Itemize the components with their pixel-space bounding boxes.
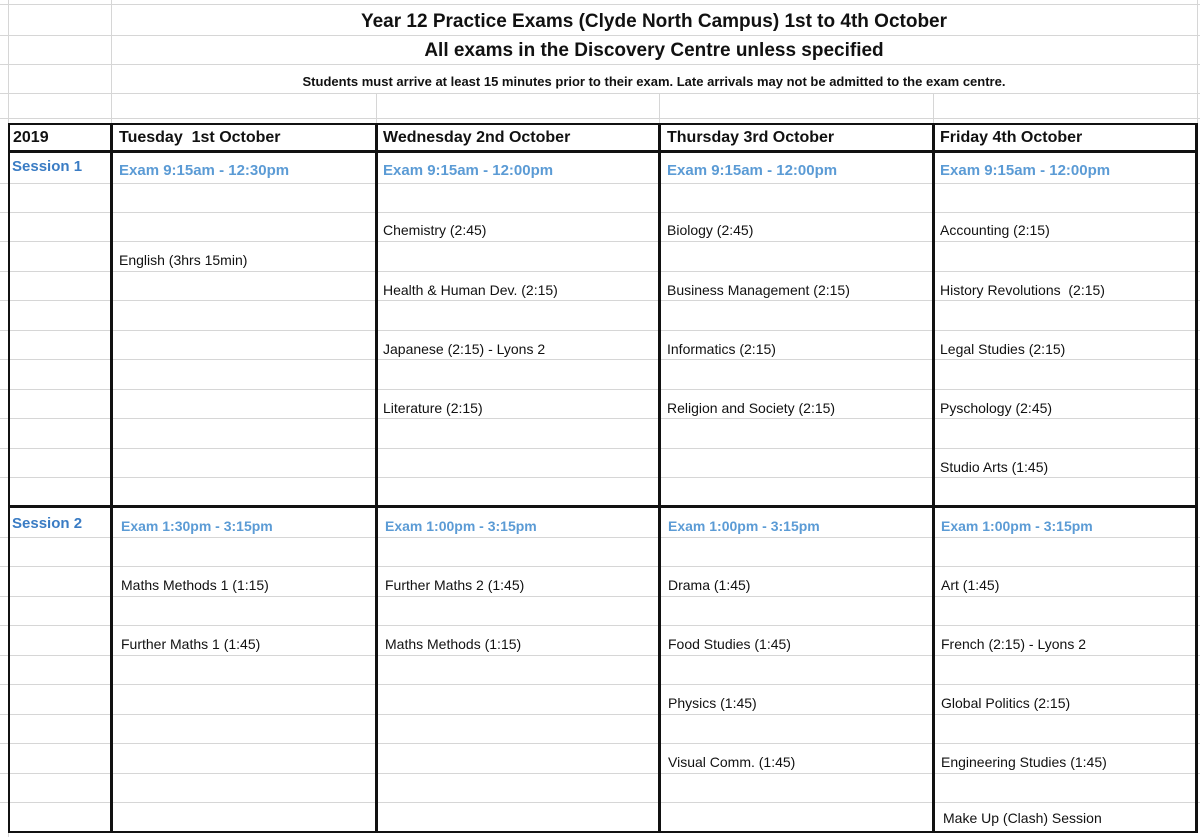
day-header-friday: Friday 4th October [940, 129, 1083, 146]
exam-subject: Studio Arts (1:45) [940, 459, 1049, 475]
page-subtitle: All exams in the Discovery Centre unless specified [424, 40, 884, 61]
day-header-tuesday: Tuesday 1st October [119, 129, 281, 146]
arrival-notice: Students must arrive at least 15 minutes prior to their exam. Late arrivals may not be admitted to the exam centre. [302, 74, 1006, 89]
exam-subject: Global Politics (2:15) [941, 695, 1071, 711]
exam-subject: Further Maths 2 (1:45) [385, 577, 525, 593]
exam-subject: Biology (2:45) [667, 222, 754, 238]
exam-subject: Japanese (2:15) - Lyons 2 [383, 341, 546, 357]
exam-subject: Maths Methods 1 (1:15) [121, 577, 269, 593]
exam-subject: English (3hrs 15min) [119, 252, 248, 268]
exam-subject: Accounting (2:15) [940, 222, 1050, 238]
session-2-time-tuesday: Exam 1:30pm - 3:15pm [121, 518, 273, 534]
exam-subject: Further Maths 1 (1:45) [121, 636, 261, 652]
session-1-label: Session 1 [12, 158, 83, 175]
day-header-wednesday: Wednesday 2nd October [383, 129, 571, 146]
exam-subject: Pyschology (2:45) [940, 400, 1053, 416]
session-2-time-friday: Exam 1:00pm - 3:15pm [941, 518, 1093, 534]
exam-subject: Literature (2:15) [383, 400, 483, 416]
session-2-label: Session 2 [12, 515, 83, 532]
exam-subject: Legal Studies (2:15) [940, 341, 1066, 357]
exam-subject: French (2:15) - Lyons 2 [941, 636, 1086, 652]
year-cell: 2019 [13, 129, 49, 146]
exam-subject: Drama (1:45) [668, 577, 751, 593]
exam-subject: Religion and Society (2:15) [667, 400, 836, 416]
session-1-time-tuesday: Exam 9:15am - 12:30pm [119, 162, 290, 179]
exam-subject: Business Management (2:15) [667, 282, 850, 298]
exam-subject: Art (1:45) [941, 577, 1000, 593]
exam-subject: Visual Comm. (1:45) [668, 754, 796, 770]
exam-subject: Make Up (Clash) Session [943, 810, 1102, 826]
day-header-thursday: Thursday 3rd October [667, 129, 835, 146]
page-title: Year 12 Practice Exams (Clyde North Campus) 1st to 4th October [360, 11, 948, 32]
exam-subject: History Revolutions (2:15) [940, 282, 1105, 298]
exam-subject: Maths Methods (1:15) [385, 636, 522, 652]
exam-subject: Informatics (2:15) [667, 341, 776, 357]
exam-subject: Physics (1:45) [668, 695, 757, 711]
session-1-time-thursday: Exam 9:15am - 12:00pm [667, 162, 838, 179]
session-1-time-wednesday: Exam 9:15am - 12:00pm [383, 162, 554, 179]
exam-subject: Chemistry (2:45) [383, 222, 487, 238]
exam-subject: Health & Human Dev. (2:15) [383, 282, 558, 298]
session-2-time-thursday: Exam 1:00pm - 3:15pm [668, 518, 820, 534]
exam-subject: Food Studies (1:45) [668, 636, 791, 652]
session-2-time-wednesday: Exam 1:00pm - 3:15pm [385, 518, 537, 534]
exam-subject: Engineering Studies (1:45) [941, 754, 1107, 770]
session-1-time-friday: Exam 9:15am - 12:00pm [940, 162, 1111, 179]
